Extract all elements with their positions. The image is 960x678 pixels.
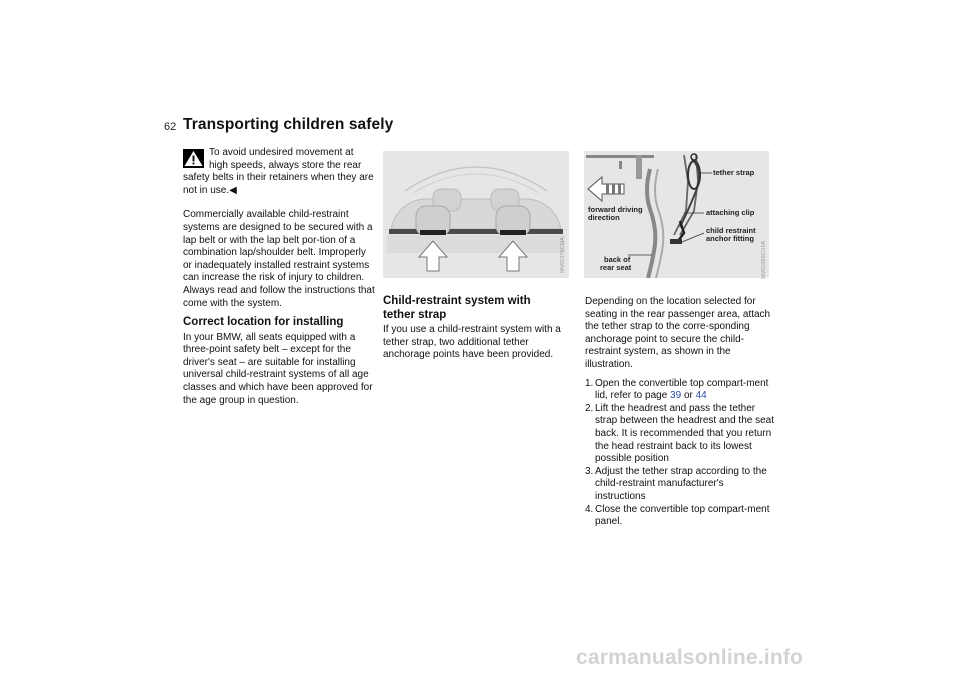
warning-text-rest: safety belts in their retainers when they are not in use. xyxy=(183,172,374,196)
warning-line-2: high speeds, always store the rear xyxy=(209,159,362,171)
step-text: Adjust the tether strap according to the child-restraint manufacturer's instructions xyxy=(595,465,767,502)
section-heading-tether-strap xyxy=(383,295,573,322)
heading-line-1: Child-restraint system with xyxy=(383,295,531,307)
page-title: Transporting children safely xyxy=(183,116,394,133)
figure-code: MV01076CMA xyxy=(560,237,566,273)
label-tether-strap: tether strap xyxy=(713,168,755,177)
column-right xyxy=(585,296,775,529)
step-text-connector: or xyxy=(681,390,696,402)
column-left xyxy=(183,147,376,407)
list-item xyxy=(585,504,775,529)
watermark: carmanualsonline.info xyxy=(576,646,804,669)
label-attaching-clip: attaching clip xyxy=(706,208,755,217)
figure-tether-strap-diagram xyxy=(584,151,769,278)
page-link-44[interactable]: 44 xyxy=(695,390,707,402)
steps-list xyxy=(585,378,775,529)
step-text: Open the convertible top compart-ment lid, refer to page xyxy=(595,377,769,402)
paragraph-tether-anchorage: If you use a child-restraint system with a tether strap, two additional tether anchorage points have been provided. xyxy=(383,324,561,361)
section-heading-correct-location: Correct location for installing xyxy=(183,316,344,329)
column-middle xyxy=(383,295,573,362)
label-back-line1: back of xyxy=(604,255,631,264)
label-forward-line1: forward driving xyxy=(588,205,643,214)
figure-rear-seat-anchors xyxy=(383,151,569,278)
paragraph-child-restraint-systems: Commercially available child-restraint systems are designed to be secured with a lap belt or with the lap belt por-tion of a combination lap/shoulder belt. Improperly or inadequately installed restraint systems can increase the risk of injury to children. Always read and follow the instructions that come with the system. xyxy=(183,209,375,309)
warning-block xyxy=(183,147,376,197)
label-anchor-line1: child restraint xyxy=(706,226,756,235)
end-mark: ◀ xyxy=(229,184,237,196)
heading-line-2: tether strap xyxy=(383,308,447,321)
warning-triangle-icon xyxy=(183,149,204,168)
step-text: Close the convertible top compart-ment panel. xyxy=(595,503,770,528)
list-item xyxy=(585,466,775,504)
warning-line-1: To avoid undesired movement at xyxy=(209,147,354,158)
list-item xyxy=(585,378,775,403)
paragraph-anchorage-intro: Depending on the location selected for seating in the rear passenger area, attach the tether strap to the corre-sponding anchorage point to secure the child-restraint system, as shown in the illustration. xyxy=(585,296,771,370)
step-text: Lift the headrest and pass the tether strap between the headrest and the seat back. It is recommended that you return the head restraint back to its lowest possible position xyxy=(595,402,775,465)
list-item xyxy=(585,403,775,466)
paragraph-installation-location: In your BMW, all seats equipped with a three-point safety belt – except for the driver's seat – are suitable for installing universal child-restraint systems of all age classes and which have been approved for the age group in question. xyxy=(183,331,373,406)
step-number: 2. xyxy=(585,402,594,414)
label-forward-line2: direction xyxy=(588,213,620,222)
step-number: 1. xyxy=(585,377,594,389)
step-number: 4. xyxy=(585,503,594,515)
warning-text xyxy=(183,147,376,197)
page-link-39[interactable]: 39 xyxy=(670,390,682,402)
step-number: 3. xyxy=(585,465,594,477)
page-number: 62 xyxy=(164,121,177,133)
figure-code: MV01056CUFA xyxy=(761,240,767,279)
label-anchor-line2: anchor fitting xyxy=(706,234,754,243)
label-back-line2: rear seat xyxy=(600,263,632,272)
